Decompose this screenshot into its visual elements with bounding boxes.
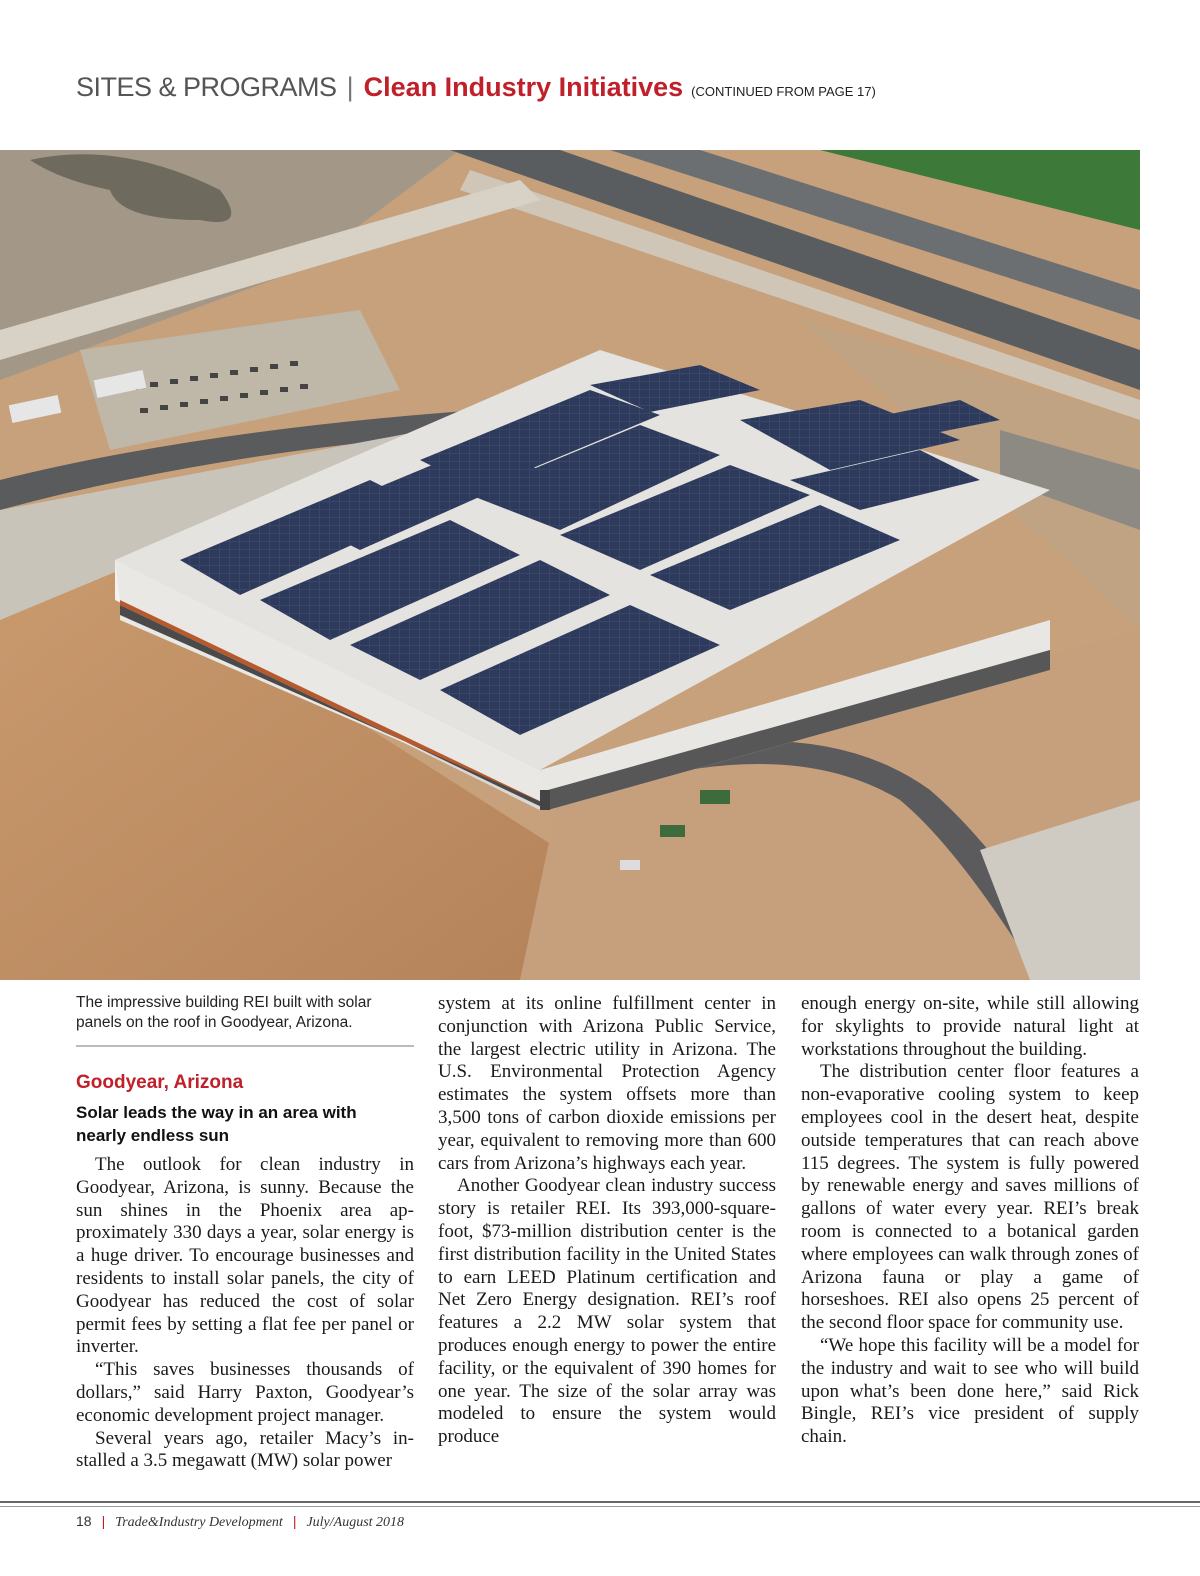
paragraph: Another Goodyear clean industry success story is retailer REI. Its 393,000-square-foot, $73-million distribution center is the first distribution facility in the United States to earn LEED Platinum certification and Net Zero Energy designation. REI’s roof features a 2.2 MW solar system that produces enough energy to power the entire facility, or the equivalent of 390 homes for one year. The size of the solar array was modeled to ensure the system would produce	[438, 1175, 776, 1448]
aerial-photo-icon	[0, 150, 1140, 980]
page-title: Clean Industry Initiatives	[363, 72, 684, 102]
article-deck: Solar leads the way in an area with nearly endless sun	[76, 1103, 357, 1145]
paragraph: enough energy on-site, while still allowing for skylights to provide natural light at workstations throughout the building.	[801, 993, 1139, 1060]
paragraph: The outlook for clean industry in Goodyear, Arizona, is sunny. Because the sun shines in the Phoenix area approximately 330 days a year, solar energy is a huge driver. To encourage businesses and residents to install solar panels, the city of Goodyear has reduced the cost of solar permit fees by setting a flat fee per panel or inverter.	[76, 1154, 414, 1358]
footer-rule-thin	[0, 1506, 1200, 1507]
header-separator: |	[346, 72, 354, 102]
section-label: SITES & PROGRAMS	[76, 72, 337, 102]
page-header	[76, 72, 1146, 112]
paragraph: system at its online fulfillment center in conjunction with Arizona Public Service, the largest electric utility in Arizona. The U.S. Environmental Protection Agency estimates the system offsets more than 3,500 tons of carbon dioxide emissions per year, equivalent to removing more than 600 cars from Arizona’s highways each year.	[438, 993, 776, 1174]
footer-separator: |	[292, 1513, 297, 1529]
footer-rule	[0, 1501, 1200, 1503]
body-column-2	[438, 993, 776, 1449]
issue-date: July/August 2018	[306, 1515, 405, 1530]
aerial-photo	[0, 150, 1140, 980]
page-footer	[76, 1513, 404, 1531]
article-subhead: Goodyear, Arizona	[76, 1072, 244, 1093]
continued-note: (CONTINUED FROM PAGE 17)	[691, 84, 876, 99]
page-number: 18	[76, 1513, 92, 1529]
paragraph: The distribution center floor features a non-evaporative cooling system to keep employees cool in the desert heat, despite outside temperatures that can reach above 115 degrees. The system is fully powered by renewable energy and saves millions of gallons of water every year. REI’s break room is connected to a botanical garden where employees can walk through zones of Arizona fauna or play a game of horseshoes. REI also opens 25 percent of the second floor space for community use.	[801, 1061, 1139, 1334]
body-column-3	[801, 993, 1139, 1449]
paragraph: Several years ago, retailer Macy’s installed a 3.5 megawatt (MW) solar power	[76, 1427, 414, 1472]
footer-separator: |	[101, 1513, 106, 1529]
publication-name: Trade&Industry Development	[115, 1515, 283, 1530]
paragraph: “This saves businesses thousands of dollars,” said Harry Paxton, Goodyear’s economic development project manager.	[76, 1359, 414, 1426]
photo-caption: The impressive building REI built with solar panels on the roof in Goodyear, Arizona.	[76, 993, 414, 1047]
body-column-1	[76, 1154, 414, 1473]
paragraph: “We hope this facility will be a model for the industry and wait to see who will build upon what’s been done here,” said Rick Bingle, REI’s vice president of supply chain.	[801, 1334, 1139, 1448]
